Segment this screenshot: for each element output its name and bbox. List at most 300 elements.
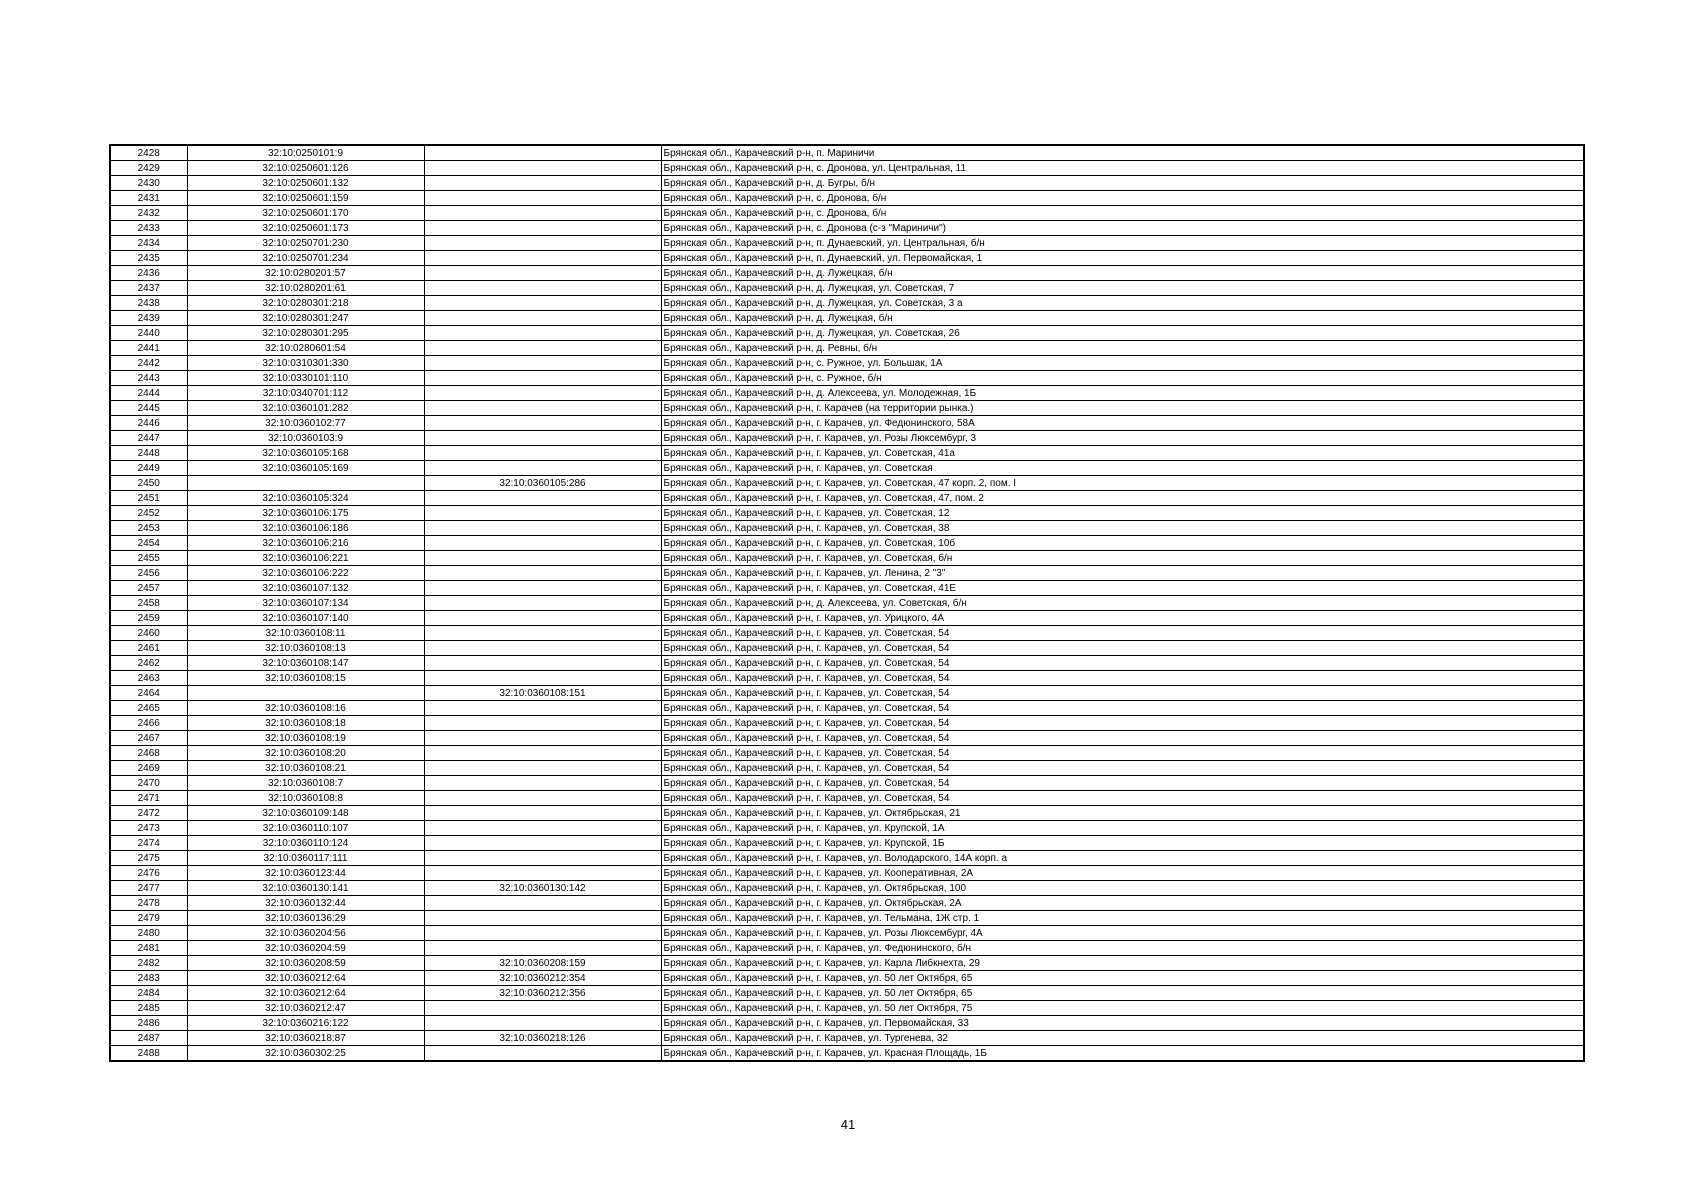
address-cell: Брянская обл., Карачевский р-н, г. Карачев, ул. Крупской, 1Б bbox=[661, 836, 1584, 851]
row-number-cell: 2445 bbox=[110, 401, 187, 416]
table-row bbox=[110, 506, 1584, 521]
row-number-cell: 2476 bbox=[110, 866, 187, 881]
address-cell: Брянская обл., Карачевский р-н, г. Карачев, ул. Октябрьская, 2А bbox=[661, 896, 1584, 911]
table-row bbox=[110, 145, 1584, 161]
table-row bbox=[110, 251, 1584, 266]
related-cadastral-number-cell bbox=[424, 791, 661, 806]
row-number-cell: 2450 bbox=[110, 476, 187, 491]
row-number-cell: 2434 bbox=[110, 236, 187, 251]
related-cadastral-number-cell bbox=[424, 716, 661, 731]
related-cadastral-number-cell bbox=[424, 401, 661, 416]
table-row bbox=[110, 221, 1584, 236]
cadastral-number-cell: 32:10:0360107:134 bbox=[187, 596, 424, 611]
table-row bbox=[110, 851, 1584, 866]
table-row bbox=[110, 971, 1584, 986]
table-row bbox=[110, 641, 1584, 656]
row-number-cell: 2438 bbox=[110, 296, 187, 311]
related-cadastral-number-cell bbox=[424, 866, 661, 881]
address-cell: Брянская обл., Карачевский р-н, г. Карачев, ул. Октябрьская, 21 bbox=[661, 806, 1584, 821]
cadastral-number-cell: 32:10:0250701:230 bbox=[187, 236, 424, 251]
address-cell: Брянская обл., Карачевский р-н, г. Карачев, ул. Урицкого, 4А bbox=[661, 611, 1584, 626]
cadastral-number-cell: 32:10:0250601:170 bbox=[187, 206, 424, 221]
cadastral-number-cell: 32:10:0360110:107 bbox=[187, 821, 424, 836]
cadastral-number-cell: 32:10:0360110:124 bbox=[187, 836, 424, 851]
address-cell: Брянская обл., Карачевский р-н, с. Дронова (с-з "Мариничи") bbox=[661, 221, 1584, 236]
related-cadastral-number-cell bbox=[424, 491, 661, 506]
cadastral-number-cell: 32:10:0360108:19 bbox=[187, 731, 424, 746]
row-number-cell: 2475 bbox=[110, 851, 187, 866]
table-row bbox=[110, 1016, 1584, 1031]
address-cell: Брянская обл., Карачевский р-н, г. Карачев, ул. Советская, 10б bbox=[661, 536, 1584, 551]
table-row bbox=[110, 1046, 1584, 1062]
row-number-cell: 2472 bbox=[110, 806, 187, 821]
cadastral-number-cell: 32:10:0360108:13 bbox=[187, 641, 424, 656]
related-cadastral-number-cell bbox=[424, 266, 661, 281]
row-number-cell: 2446 bbox=[110, 416, 187, 431]
table-row bbox=[110, 686, 1584, 701]
row-number-cell: 2435 bbox=[110, 251, 187, 266]
address-cell: Брянская обл., Карачевский р-н, г. Карачев, ул. Советская, 12 bbox=[661, 506, 1584, 521]
row-number-cell: 2447 bbox=[110, 431, 187, 446]
row-number-cell: 2455 bbox=[110, 551, 187, 566]
table-row bbox=[110, 611, 1584, 626]
table-row bbox=[110, 596, 1584, 611]
cadastral-number-cell: 32:10:0360136:29 bbox=[187, 911, 424, 926]
row-number-cell: 2473 bbox=[110, 821, 187, 836]
cadastral-number-cell: 32:10:0250701:234 bbox=[187, 251, 424, 266]
cadastral-number-cell: 32:10:0250601:126 bbox=[187, 161, 424, 176]
related-cadastral-number-cell bbox=[424, 821, 661, 836]
related-cadastral-number-cell bbox=[424, 191, 661, 206]
cadastral-number-cell: 32:10:0360117:111 bbox=[187, 851, 424, 866]
cadastral-number-cell: 32:10:0360107:132 bbox=[187, 581, 424, 596]
related-cadastral-number-cell bbox=[424, 371, 661, 386]
table-row bbox=[110, 881, 1584, 896]
row-number-cell: 2463 bbox=[110, 671, 187, 686]
address-cell: Брянская обл., Карачевский р-н, г. Карачев, ул. Тельмана, 1Ж стр. 1 bbox=[661, 911, 1584, 926]
table-row bbox=[110, 356, 1584, 371]
row-number-cell: 2442 bbox=[110, 356, 187, 371]
related-cadastral-number-cell bbox=[424, 341, 661, 356]
table-row bbox=[110, 236, 1584, 251]
cadastral-number-cell: 32:10:0280301:247 bbox=[187, 311, 424, 326]
row-number-cell: 2432 bbox=[110, 206, 187, 221]
row-number-cell: 2474 bbox=[110, 836, 187, 851]
address-cell: Брянская обл., Карачевский р-н, д. Лужецкая, б/н bbox=[661, 311, 1584, 326]
address-cell: Брянская обл., Карачевский р-н, д. Лужецкая, б/н bbox=[661, 266, 1584, 281]
table-row bbox=[110, 311, 1584, 326]
table-row bbox=[110, 926, 1584, 941]
related-cadastral-number-cell: 32:10:0360212:354 bbox=[424, 971, 661, 986]
related-cadastral-number-cell bbox=[424, 671, 661, 686]
related-cadastral-number-cell bbox=[424, 566, 661, 581]
cadastral-number-cell: 32:10:0250101:9 bbox=[187, 145, 424, 161]
cadastral-number-cell: 32:10:0360132:44 bbox=[187, 896, 424, 911]
row-number-cell: 2460 bbox=[110, 626, 187, 641]
related-cadastral-number-cell bbox=[424, 626, 661, 641]
row-number-cell: 2436 bbox=[110, 266, 187, 281]
cadastral-number-cell: 32:10:0280601:54 bbox=[187, 341, 424, 356]
table-row bbox=[110, 656, 1584, 671]
row-number-cell: 2452 bbox=[110, 506, 187, 521]
table-row bbox=[110, 521, 1584, 536]
cadastral-number-cell: 32:10:0360106:216 bbox=[187, 536, 424, 551]
cadastral-number-cell: 32:10:0360208:59 bbox=[187, 956, 424, 971]
related-cadastral-number-cell bbox=[424, 776, 661, 791]
row-number-cell: 2437 bbox=[110, 281, 187, 296]
address-cell: Брянская обл., Карачевский р-н, г. Карачев, ул. Розы Люксембург, 4А bbox=[661, 926, 1584, 941]
table-row bbox=[110, 806, 1584, 821]
related-cadastral-number-cell bbox=[424, 416, 661, 431]
address-cell: Брянская обл., Карачевский р-н, г. Карачев, ул. 50 лет Октября, 75 bbox=[661, 1001, 1584, 1016]
row-number-cell: 2454 bbox=[110, 536, 187, 551]
table-row bbox=[110, 161, 1584, 176]
row-number-cell: 2481 bbox=[110, 941, 187, 956]
table-row bbox=[110, 206, 1584, 221]
table-row bbox=[110, 701, 1584, 716]
related-cadastral-number-cell bbox=[424, 761, 661, 776]
related-cadastral-number-cell bbox=[424, 641, 661, 656]
address-cell: Брянская обл., Карачевский р-н, с. Ружное, ул. Большак, 1А bbox=[661, 356, 1584, 371]
related-cadastral-number-cell bbox=[424, 145, 661, 161]
row-number-cell: 2458 bbox=[110, 596, 187, 611]
related-cadastral-number-cell bbox=[424, 281, 661, 296]
row-number-cell: 2457 bbox=[110, 581, 187, 596]
cadastral-number-cell: 32:10:0360106:222 bbox=[187, 566, 424, 581]
table-row bbox=[110, 341, 1584, 356]
address-cell: Брянская обл., Карачевский р-н, г. Карачев, ул. Володарского, 14А корп. а bbox=[661, 851, 1584, 866]
address-cell: Брянская обл., Карачевский р-н, г. Карачев, ул. Советская, 54 bbox=[661, 626, 1584, 641]
row-number-cell: 2441 bbox=[110, 341, 187, 356]
row-number-cell: 2451 bbox=[110, 491, 187, 506]
page-number: 41 bbox=[840, 1117, 856, 1132]
address-cell: Брянская обл., Карачевский р-н, г. Карачев, ул. Советская, 54 bbox=[661, 716, 1584, 731]
address-cell: Брянская обл., Карачевский р-н, г. Карачев, ул. Советская, 47 корп. 2, пом. I bbox=[661, 476, 1584, 491]
address-cell: Брянская обл., Карачевский р-н, г. Карачев, ул. Федюнинского, б/н bbox=[661, 941, 1584, 956]
related-cadastral-number-cell: 32:10:0360105:286 bbox=[424, 476, 661, 491]
related-cadastral-number-cell bbox=[424, 1001, 661, 1016]
table-row bbox=[110, 731, 1584, 746]
cadastral-number-cell: 32:10:0360212:64 bbox=[187, 971, 424, 986]
row-number-cell: 2486 bbox=[110, 1016, 187, 1031]
address-cell: Брянская обл., Карачевский р-н, г. Карачев, ул. Советская, 54 bbox=[661, 701, 1584, 716]
related-cadastral-number-cell: 32:10:0360130:142 bbox=[424, 881, 661, 896]
row-number-cell: 2444 bbox=[110, 386, 187, 401]
table-row bbox=[110, 446, 1584, 461]
row-number-cell: 2459 bbox=[110, 611, 187, 626]
table-row bbox=[110, 296, 1584, 311]
row-number-cell: 2430 bbox=[110, 176, 187, 191]
row-number-cell: 2471 bbox=[110, 791, 187, 806]
related-cadastral-number-cell bbox=[424, 851, 661, 866]
table-row bbox=[110, 896, 1584, 911]
table-row bbox=[110, 581, 1584, 596]
cadastral-number-cell: 32:10:0360108:8 bbox=[187, 791, 424, 806]
table-row bbox=[110, 326, 1584, 341]
cadastral-number-cell: 32:10:0250601:132 bbox=[187, 176, 424, 191]
related-cadastral-number-cell bbox=[424, 206, 661, 221]
cadastral-number-cell: 32:10:0360108:21 bbox=[187, 761, 424, 776]
table-row bbox=[110, 401, 1584, 416]
cadastral-number-cell: 32:10:0340701:112 bbox=[187, 386, 424, 401]
row-number-cell: 2477 bbox=[110, 881, 187, 896]
address-cell: Брянская обл., Карачевский р-н, д. Лужецкая, ул. Советская, 3 а bbox=[661, 296, 1584, 311]
address-cell: Брянская обл., Карачевский р-н, г. Карачев, ул. Тургенева, 32 bbox=[661, 1031, 1584, 1046]
related-cadastral-number-cell bbox=[424, 806, 661, 821]
row-number-cell: 2487 bbox=[110, 1031, 187, 1046]
address-cell: Брянская обл., Карачевский р-н, д. Алексеева, ул. Молодежная, 1Б bbox=[661, 386, 1584, 401]
table-row bbox=[110, 986, 1584, 1001]
table-row bbox=[110, 386, 1584, 401]
cadastral-number-cell: 32:10:0330101:110 bbox=[187, 371, 424, 386]
related-cadastral-number-cell bbox=[424, 236, 661, 251]
address-cell: Брянская обл., Карачевский р-н, п. Мариничи bbox=[661, 145, 1584, 161]
related-cadastral-number-cell bbox=[424, 551, 661, 566]
row-number-cell: 2464 bbox=[110, 686, 187, 701]
address-cell: Брянская обл., Карачевский р-н, г. Карачев, ул. Советская, 54 bbox=[661, 656, 1584, 671]
cadastral-number-cell bbox=[187, 476, 424, 491]
related-cadastral-number-cell bbox=[424, 446, 661, 461]
related-cadastral-number-cell bbox=[424, 251, 661, 266]
table-row bbox=[110, 941, 1584, 956]
address-cell: Брянская обл., Карачевский р-н, г. Карачев, ул. Советская, 41Е bbox=[661, 581, 1584, 596]
address-cell: Брянская обл., Карачевский р-н, г. Карачев, ул. Советская, 47, пом. 2 bbox=[661, 491, 1584, 506]
related-cadastral-number-cell bbox=[424, 656, 661, 671]
cadastral-number-cell: 32:10:0360302:25 bbox=[187, 1046, 424, 1062]
address-cell: Брянская обл., Карачевский р-н, г. Карачев, ул. Красная Площадь, 1Б bbox=[661, 1046, 1584, 1062]
related-cadastral-number-cell bbox=[424, 521, 661, 536]
address-cell: Брянская обл., Карачевский р-н, д. Бугры, б/н bbox=[661, 176, 1584, 191]
cadastral-number-cell: 32:10:0310301:330 bbox=[187, 356, 424, 371]
row-number-cell: 2439 bbox=[110, 311, 187, 326]
address-cell: Брянская обл., Карачевский р-н, д. Лужецкая, ул. Советская, 7 bbox=[661, 281, 1584, 296]
address-cell: Брянская обл., Карачевский р-н, г. Карачев, ул. Кооперативная, 2А bbox=[661, 866, 1584, 881]
related-cadastral-number-cell bbox=[424, 311, 661, 326]
address-cell: Брянская обл., Карачевский р-н, г. Карачев, ул. Крупской, 1А bbox=[661, 821, 1584, 836]
cadastral-number-cell: 32:10:0360108:11 bbox=[187, 626, 424, 641]
related-cadastral-number-cell bbox=[424, 611, 661, 626]
table-row bbox=[110, 416, 1584, 431]
address-cell: Брянская обл., Карачевский р-н, с. Дронова, ул. Центральная, 11 bbox=[661, 161, 1584, 176]
cadastral-number-cell: 32:10:0360108:147 bbox=[187, 656, 424, 671]
cadastral-number-cell: 32:10:0250601:173 bbox=[187, 221, 424, 236]
cadastral-number-cell: 32:10:0360106:186 bbox=[187, 521, 424, 536]
related-cadastral-number-cell bbox=[424, 356, 661, 371]
table-row bbox=[110, 746, 1584, 761]
cadastral-number-cell: 32:10:0360218:87 bbox=[187, 1031, 424, 1046]
table-row bbox=[110, 371, 1584, 386]
cadastral-number-cell: 32:10:0360108:15 bbox=[187, 671, 424, 686]
cadastral-number-cell: 32:10:0360108:16 bbox=[187, 701, 424, 716]
related-cadastral-number-cell: 32:10:0360218:126 bbox=[424, 1031, 661, 1046]
row-number-cell: 2449 bbox=[110, 461, 187, 476]
cadastral-number-cell: 32:10:0360212:64 bbox=[187, 986, 424, 1001]
row-number-cell: 2440 bbox=[110, 326, 187, 341]
cadastral-number-cell: 32:10:0360108:18 bbox=[187, 716, 424, 731]
cadastral-number-cell: 32:10:0360109:148 bbox=[187, 806, 424, 821]
table-row bbox=[110, 626, 1584, 641]
cadastral-number-cell: 32:10:0360106:175 bbox=[187, 506, 424, 521]
address-cell: Брянская обл., Карачевский р-н, г. Карачев, ул. 50 лет Октября, 65 bbox=[661, 986, 1584, 1001]
cadastral-number-cell: 32:10:0360106:221 bbox=[187, 551, 424, 566]
row-number-cell: 2479 bbox=[110, 911, 187, 926]
cadastral-number-cell: 32:10:0360102:77 bbox=[187, 416, 424, 431]
related-cadastral-number-cell bbox=[424, 176, 661, 191]
related-cadastral-number-cell bbox=[424, 926, 661, 941]
related-cadastral-number-cell bbox=[424, 746, 661, 761]
cadastral-number-cell: 32:10:0360105:169 bbox=[187, 461, 424, 476]
row-number-cell: 2485 bbox=[110, 1001, 187, 1016]
row-number-cell: 2456 bbox=[110, 566, 187, 581]
cadastral-number-cell: 32:10:0360107:140 bbox=[187, 611, 424, 626]
table-row bbox=[110, 716, 1584, 731]
row-number-cell: 2488 bbox=[110, 1046, 187, 1062]
cadastral-number-cell: 32:10:0360212:47 bbox=[187, 1001, 424, 1016]
cadastral-number-cell bbox=[187, 686, 424, 701]
address-cell: Брянская обл., Карачевский р-н, г. Карачев, ул. Октябрьская, 100 bbox=[661, 881, 1584, 896]
related-cadastral-number-cell bbox=[424, 941, 661, 956]
related-cadastral-number-cell bbox=[424, 506, 661, 521]
table-row bbox=[110, 761, 1584, 776]
row-number-cell: 2443 bbox=[110, 371, 187, 386]
cadastral-number-cell: 32:10:0360216:122 bbox=[187, 1016, 424, 1031]
address-cell: Брянская обл., Карачевский р-н, г. Карачев, ул. Советская, б/н bbox=[661, 551, 1584, 566]
table-row bbox=[110, 566, 1584, 581]
address-cell: Брянская обл., Карачевский р-н, п. Дунаевский, ул. Центральная, б/н bbox=[661, 236, 1584, 251]
table-row bbox=[110, 266, 1584, 281]
table-row bbox=[110, 836, 1584, 851]
related-cadastral-number-cell bbox=[424, 461, 661, 476]
address-cell: Брянская обл., Карачевский р-н, г. Карачев (на территории рынка.) bbox=[661, 401, 1584, 416]
related-cadastral-number-cell bbox=[424, 596, 661, 611]
table-row bbox=[110, 176, 1584, 191]
address-cell: Брянская обл., Карачевский р-н, г. Карачев, ул. Советская, 41а bbox=[661, 446, 1584, 461]
table-row bbox=[110, 551, 1584, 566]
address-cell: Брянская обл., Карачевский р-н, г. Карачев, ул. Советская, 54 bbox=[661, 731, 1584, 746]
address-cell: Брянская обл., Карачевский р-н, г. Карачев, ул. Советская, 54 bbox=[661, 686, 1584, 701]
cadastral-number-cell: 32:10:0360204:59 bbox=[187, 941, 424, 956]
address-cell: Брянская обл., Карачевский р-н, д. Лужецкая, ул. Советская, 26 bbox=[661, 326, 1584, 341]
row-number-cell: 2461 bbox=[110, 641, 187, 656]
address-cell: Брянская обл., Карачевский р-н, г. Карачев, ул. Федюнинского, 58А bbox=[661, 416, 1584, 431]
row-number-cell: 2428 bbox=[110, 145, 187, 161]
table-row bbox=[110, 911, 1584, 926]
address-cell: Брянская обл., Карачевский р-н, г. Карачев, ул. 50 лет Октября, 65 bbox=[661, 971, 1584, 986]
row-number-cell: 2462 bbox=[110, 656, 187, 671]
table-row bbox=[110, 491, 1584, 506]
row-number-cell: 2433 bbox=[110, 221, 187, 236]
table-row bbox=[110, 1001, 1584, 1016]
row-number-cell: 2465 bbox=[110, 701, 187, 716]
related-cadastral-number-cell: 32:10:0360212:356 bbox=[424, 986, 661, 1001]
row-number-cell: 2482 bbox=[110, 956, 187, 971]
table-row bbox=[110, 791, 1584, 806]
row-number-cell: 2431 bbox=[110, 191, 187, 206]
address-cell: Брянская обл., Карачевский р-н, с. Дронова, б/н bbox=[661, 206, 1584, 221]
address-cell: Брянская обл., Карачевский р-н, г. Карачев, ул. Советская, 54 bbox=[661, 641, 1584, 656]
address-cell: Брянская обл., Карачевский р-н, с. Ружное, б/н bbox=[661, 371, 1584, 386]
table-row bbox=[110, 476, 1584, 491]
table-row bbox=[110, 1031, 1584, 1046]
row-number-cell: 2466 bbox=[110, 716, 187, 731]
related-cadastral-number-cell bbox=[424, 911, 661, 926]
cadastral-number-cell: 32:10:0360108:20 bbox=[187, 746, 424, 761]
cadastral-number-cell: 32:10:0360105:168 bbox=[187, 446, 424, 461]
table-row bbox=[110, 431, 1584, 446]
related-cadastral-number-cell: 32:10:0360108:151 bbox=[424, 686, 661, 701]
table-row bbox=[110, 671, 1584, 686]
row-number-cell: 2483 bbox=[110, 971, 187, 986]
address-cell: Брянская обл., Карачевский р-н, г. Карачев, ул. Советская, 54 bbox=[661, 776, 1584, 791]
related-cadastral-number-cell: 32:10:0360208:159 bbox=[424, 956, 661, 971]
related-cadastral-number-cell bbox=[424, 386, 661, 401]
cadastral-number-cell: 32:10:0360101:282 bbox=[187, 401, 424, 416]
cadastral-number-cell: 32:10:0360105:324 bbox=[187, 491, 424, 506]
related-cadastral-number-cell bbox=[424, 326, 661, 341]
related-cadastral-number-cell bbox=[424, 1016, 661, 1031]
cadastral-number-cell: 32:10:0280301:218 bbox=[187, 296, 424, 311]
row-number-cell: 2468 bbox=[110, 746, 187, 761]
registry-table bbox=[109, 144, 1585, 1062]
row-number-cell: 2469 bbox=[110, 761, 187, 776]
cadastral-number-cell: 32:10:0280301:295 bbox=[187, 326, 424, 341]
address-cell: Брянская обл., Карачевский р-н, д. Ревны, б/н bbox=[661, 341, 1584, 356]
table-row bbox=[110, 461, 1584, 476]
table-row bbox=[110, 191, 1584, 206]
table-row bbox=[110, 776, 1584, 791]
table-row bbox=[110, 821, 1584, 836]
cadastral-number-cell: 32:10:0360103:9 bbox=[187, 431, 424, 446]
table-row bbox=[110, 866, 1584, 881]
address-cell: Брянская обл., Карачевский р-н, г. Карачев, ул. Карла Либкнехта, 29 bbox=[661, 956, 1584, 971]
related-cadastral-number-cell bbox=[424, 296, 661, 311]
address-cell: Брянская обл., Карачевский р-н, г. Карачев, ул. Ленина, 2 "3" bbox=[661, 566, 1584, 581]
related-cadastral-number-cell bbox=[424, 536, 661, 551]
row-number-cell: 2470 bbox=[110, 776, 187, 791]
cadastral-number-cell: 32:10:0360108:7 bbox=[187, 776, 424, 791]
related-cadastral-number-cell bbox=[424, 836, 661, 851]
table-row bbox=[110, 281, 1584, 296]
cadastral-number-cell: 32:10:0360130:141 bbox=[187, 881, 424, 896]
address-cell: Брянская обл., Карачевский р-н, г. Карачев, ул. Советская, 54 bbox=[661, 746, 1584, 761]
related-cadastral-number-cell bbox=[424, 1046, 661, 1062]
address-cell: Брянская обл., Карачевский р-н, г. Карачев, ул. Советская, 54 bbox=[661, 761, 1584, 776]
address-cell: Брянская обл., Карачевский р-н, г. Карачев, ул. Первомайская, 33 bbox=[661, 1016, 1584, 1031]
related-cadastral-number-cell bbox=[424, 221, 661, 236]
address-cell: Брянская обл., Карачевский р-н, г. Карачев, ул. Советская, 54 bbox=[661, 671, 1584, 686]
cadastral-number-cell: 32:10:0360204:56 bbox=[187, 926, 424, 941]
related-cadastral-number-cell bbox=[424, 701, 661, 716]
row-number-cell: 2478 bbox=[110, 896, 187, 911]
cadastral-number-cell: 32:10:0250601:159 bbox=[187, 191, 424, 206]
related-cadastral-number-cell bbox=[424, 731, 661, 746]
row-number-cell: 2448 bbox=[110, 446, 187, 461]
related-cadastral-number-cell bbox=[424, 431, 661, 446]
registry-table-body bbox=[110, 145, 1584, 1061]
table-row bbox=[110, 536, 1584, 551]
related-cadastral-number-cell bbox=[424, 581, 661, 596]
address-cell: Брянская обл., Карачевский р-н, г. Карачев, ул. Розы Люксембург, 3 bbox=[661, 431, 1584, 446]
related-cadastral-number-cell bbox=[424, 896, 661, 911]
address-cell: Брянская обл., Карачевский р-н, г. Карачев, ул. Советская bbox=[661, 461, 1584, 476]
address-cell: Брянская обл., Карачевский р-н, с. Дронова, б/н bbox=[661, 191, 1584, 206]
address-cell: Брянская обл., Карачевский р-н, д. Алексеева, ул. Советская, б/н bbox=[661, 596, 1584, 611]
table-row bbox=[110, 956, 1584, 971]
row-number-cell: 2467 bbox=[110, 731, 187, 746]
cadastral-number-cell: 32:10:0360123:44 bbox=[187, 866, 424, 881]
address-cell: Брянская обл., Карачевский р-н, г. Карачев, ул. Советская, 54 bbox=[661, 791, 1584, 806]
row-number-cell: 2429 bbox=[110, 161, 187, 176]
